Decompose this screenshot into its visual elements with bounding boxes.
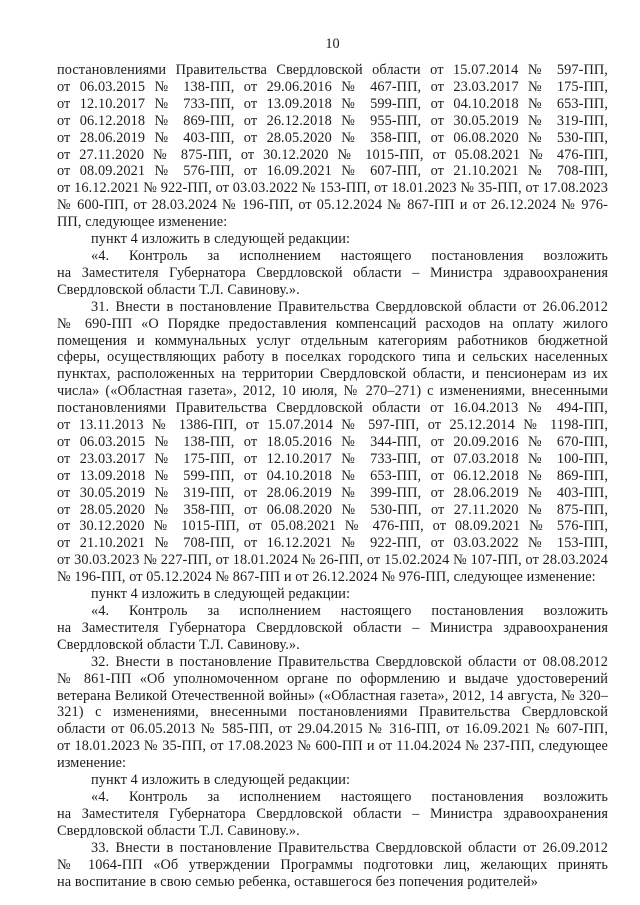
document-body xyxy=(57,62,608,890)
para-item31-punkt4-new-wording: «4. Контроль за исполнением настоящего постановления возложить на Заместителя Губернатора Свердловской области – Министра здравоохранения Свердловской области Т.Л. Савинову.». xyxy=(57,603,608,653)
para-item30-punkt4-new-wording: «4. Контроль за исполнением настоящего постановления возложить на Заместителя Губернатора Свердловской области – Министра здравоохранения Свердловской области Т.Л. Савинову.». xyxy=(57,247,608,298)
para-item-32: 32. Внести в постановление Правительства Свердловской области от 08.08.2012 № 861-ПП «Об уполномоченном органе по оформлению и выдаче удостоверений ветерана Великой Отечественной войны» («Областная газета», 2012, 14 августа, № 320–321) с изменениями, внесенными постановлениями Правительства Свердловской области от 06.05.2013 № 585-ПП, от 29.04.2015 № 316-ПП, от 16.09.2021 № 607-ПП, от 18.01.2023 № 35-ПП, от 17.08.2023 № 600-ПП и от 11.04.2024 № 237-ПП, следующее изменение: xyxy=(57,653,608,772)
para-item32-punkt4-intro: пункт 4 изложить в следующей редакции: xyxy=(91,772,351,789)
para-item-31: 31. Внести в постановление Правительства Свердловской области от 26.06.2012 № 690-ПП «О Порядке предоставления компенсаций расходов на оплату жилого помещения и коммунальных услуг отдельным категориям работников бюджетной сферы, осуществляющих работу в поселках городского типа и сельских населенных пунктах, расположенных на территории Свердловской области, и пенсионерам из их числа» («Областная газета», 2012, 10 июля, № 270–271) с изменениями, внесенными постановлениями Правительства Свердловской области от 16.04.2013 № 494-ПП, от 13.11.2013 № 1386-ПП, от 15.07.2014 № 597-ПП, от 25.12.2014 № 1198-ПП, от 06.03.2015 № 138-ПП, от 18.05.2016 № 344-ПП, от 20.09.2016 № 670-ПП, от 23.03.2017 № 175-ПП, от 12.10.2017 № 733-ПП, от 07.03.2018 № 100-ПП, от 13.09.2018 № 599-ПП, от 04.10.2018 № 653-ПП, от 06.12.2018 № 869-ПП, от 30.05.2019 № 319-ПП, от 28.06.2019 № 399-ПП, от 28.06.2019 № 403-ПП, от 28.05.2020 № 358-ПП, от 06.08.2020 № 530-ПП, от 27.11.2020 № 875-ПП, от 30.12.2020 № 1015-ПП, от 05.08.2021 № 476-ПП, от 08.09.2021 № 576-ПП, от 21.10.2021 № 708-ПП, от 16.12.2021 № 922-ПП, от 03.03.2022 № 153-ПП, от 30.03.2023 № 227-ПП, от 18.01.2024 № 26-ПП, от 15.02.2024 № 107-ПП, от 28.03.2024 № 196-ПП, от 05.12.2024 № 867-ПП и от 26.12.2024 № 976-ПП, следующее изменение: xyxy=(57,298,608,586)
page-number: 10 xyxy=(325,36,340,52)
para-item-33: 33. Внести в постановление Правительства Свердловской области от 26.09.2012 № 1064-ПП «Об утверждении Программы подготовки лиц, желающих принять на воспитание в свою семью ребенка, оставшегося без попечения родителей» xyxy=(57,839,608,890)
para-item30-punkt4-intro: пункт 4 изложить в следующей редакции: xyxy=(91,231,351,248)
para-item31-punkt4-intro: пункт 4 изложить в следующей редакции: xyxy=(91,586,351,603)
para-item32-punkt4-new-wording: «4. Контроль за исполнением настоящего постановления возложить на Заместителя Губернатора Свердловской области – Министра здравоохранения Свердловской области Т.Л. Савинову.». xyxy=(57,788,608,839)
para-amendments-list-continuation: постановлениями Правительства Свердловской области от 15.07.2014 № 597-ПП, от 06.03.2015 № 138-ПП, от 29.06.2016 № 467-ПП, от 23.03.2017 № 175-ПП, от 12.10.2017 № 733-ПП, от 13.09.2018 № 599-ПП, от 04.10.2018 № 653-ПП, от 06.12.2018 № 869-ПП, от 26.12.2018 № 955-ПП, от 30.05.2019 № 319-ПП, от 28.06.2019 № 403-ПП, от 28.05.2020 № 358-ПП, от 06.08.2020 № 530-ПП, от 27.11.2020 № 875-ПП, от 30.12.2020 № 1015-ПП, от 05.08.2021 № 476-ПП, от 08.09.2021 № 576-ПП, от 16.09.2021 № 607-ПП, от 21.10.2021 № 708-ПП, от 16.12.2021 № 922-ПП, от 03.03.2022 № 153-ПП, от 18.01.2023 № 35-ПП, от 17.08.2023 № 600-ПП, от 28.03.2024 № 196-ПП, от 05.12.2024 № 867-ПП и от 26.12.2024 № 976-ПП, следующее изменение: xyxy=(57,62,608,231)
